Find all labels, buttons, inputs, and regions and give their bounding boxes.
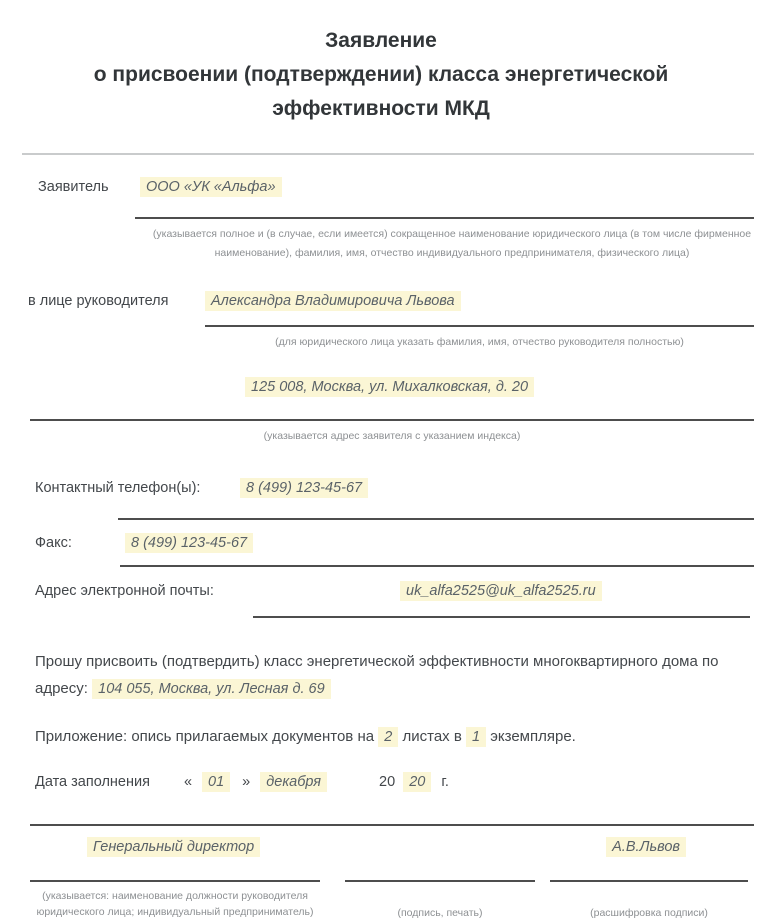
- applicant-row: [0, 177, 762, 197]
- email-label: Адрес электронной почты:: [35, 583, 214, 599]
- address-value-field[interactable]: 125 008, Москва, ул. Михалковская, д. 20: [245, 377, 534, 397]
- email-value-field[interactable]: uk_alfa2525@uk_alfa2525.ru: [400, 581, 602, 601]
- applicant-caption: (указывается полное и (в случае, если имеется) сокращенное наименование юридического лица (в том числе фирменное наименование), фамилия, имя, отчество индивидуального предпринимателя, физического лица): [152, 228, 752, 259]
- attachment-line: [35, 728, 742, 745]
- attachment-copies-field[interactable]: 1: [466, 727, 486, 747]
- stamp-signature-line: [345, 880, 535, 882]
- director-row: [0, 291, 762, 311]
- applicant-value-field[interactable]: ООО «УК «Альфа»: [140, 177, 282, 197]
- attachment-text-before: Приложение: опись прилагаемых документов на: [35, 728, 375, 745]
- applicant-label: Заявитель: [38, 179, 109, 195]
- director-underline: [205, 325, 754, 327]
- fax-row: [0, 533, 762, 553]
- position-caption: (указывается: наименование должности руководителя юридического лица; индивидуальный предприниматель): [36, 890, 314, 918]
- name-initials-field[interactable]: А.В.Львов: [606, 837, 686, 857]
- position-signature-line: [30, 880, 320, 882]
- title-line-2: о присвоении (подтверждении) класса энергетической: [93, 63, 669, 86]
- attachment-text-after: экземпляре.: [490, 728, 576, 745]
- director-value-field[interactable]: Александра Владимировича Львова: [205, 291, 461, 311]
- address-row: [0, 377, 762, 397]
- fax-underline: [120, 565, 754, 567]
- phone-value-field[interactable]: 8 (499) 123-45-67: [240, 478, 368, 498]
- address-underline: [30, 419, 754, 421]
- open-quote: «: [183, 774, 193, 790]
- title-line-1: Заявление: [325, 29, 437, 52]
- signature-captions-row: [30, 889, 754, 923]
- attachment-text-middle: листах в: [402, 728, 462, 745]
- phone-underline: [118, 518, 754, 520]
- director-label: в лице руководителя: [28, 293, 169, 309]
- close-quote: »: [242, 774, 251, 790]
- header-divider: [22, 153, 754, 155]
- fill-date-label: Дата заполнения: [35, 774, 150, 790]
- request-paragraph: [35, 648, 742, 703]
- year-suffix: г.: [441, 774, 449, 790]
- name-signature-line: [550, 880, 748, 882]
- email-underline: [253, 616, 750, 618]
- year-prefix: 20: [379, 774, 396, 790]
- address-caption: (указывается адрес заявителя с указанием индекса): [263, 430, 521, 442]
- phone-row: [0, 478, 762, 498]
- signature-names-row: [0, 837, 762, 857]
- document-title: [0, 0, 762, 126]
- attachment-sheets-field[interactable]: 2: [378, 727, 398, 747]
- fax-label: Факс:: [35, 535, 72, 551]
- month-field[interactable]: декабря: [260, 772, 327, 792]
- director-caption: (для юридического лица указать фамилия, имя, отчество руководителя полностью): [275, 336, 684, 348]
- request-address-field[interactable]: 104 055, Москва, ул. Лесная д. 69: [92, 679, 331, 699]
- position-field[interactable]: Генеральный директор: [87, 837, 260, 857]
- email-row: [0, 581, 762, 601]
- phone-label: Контактный телефон(ы):: [35, 480, 201, 496]
- fax-value-field[interactable]: 8 (499) 123-45-67: [125, 533, 253, 553]
- day-field[interactable]: 01: [202, 772, 230, 792]
- applicant-underline: [135, 217, 754, 219]
- signature-lines-row: [30, 880, 754, 882]
- signature-top-rule: [30, 824, 754, 826]
- name-decipher-caption: (расшифровка подписи): [590, 907, 708, 919]
- request-text: Прошу присвоить (подтвердить) класс энергетической эффективности многоквартирного дома по адресу:: [35, 653, 719, 697]
- year-field[interactable]: 20: [403, 772, 431, 792]
- title-line-3: эффективности МКД: [272, 97, 490, 120]
- sign-stamp-caption: (подпись, печать): [397, 907, 483, 919]
- fill-date-row: [0, 772, 762, 792]
